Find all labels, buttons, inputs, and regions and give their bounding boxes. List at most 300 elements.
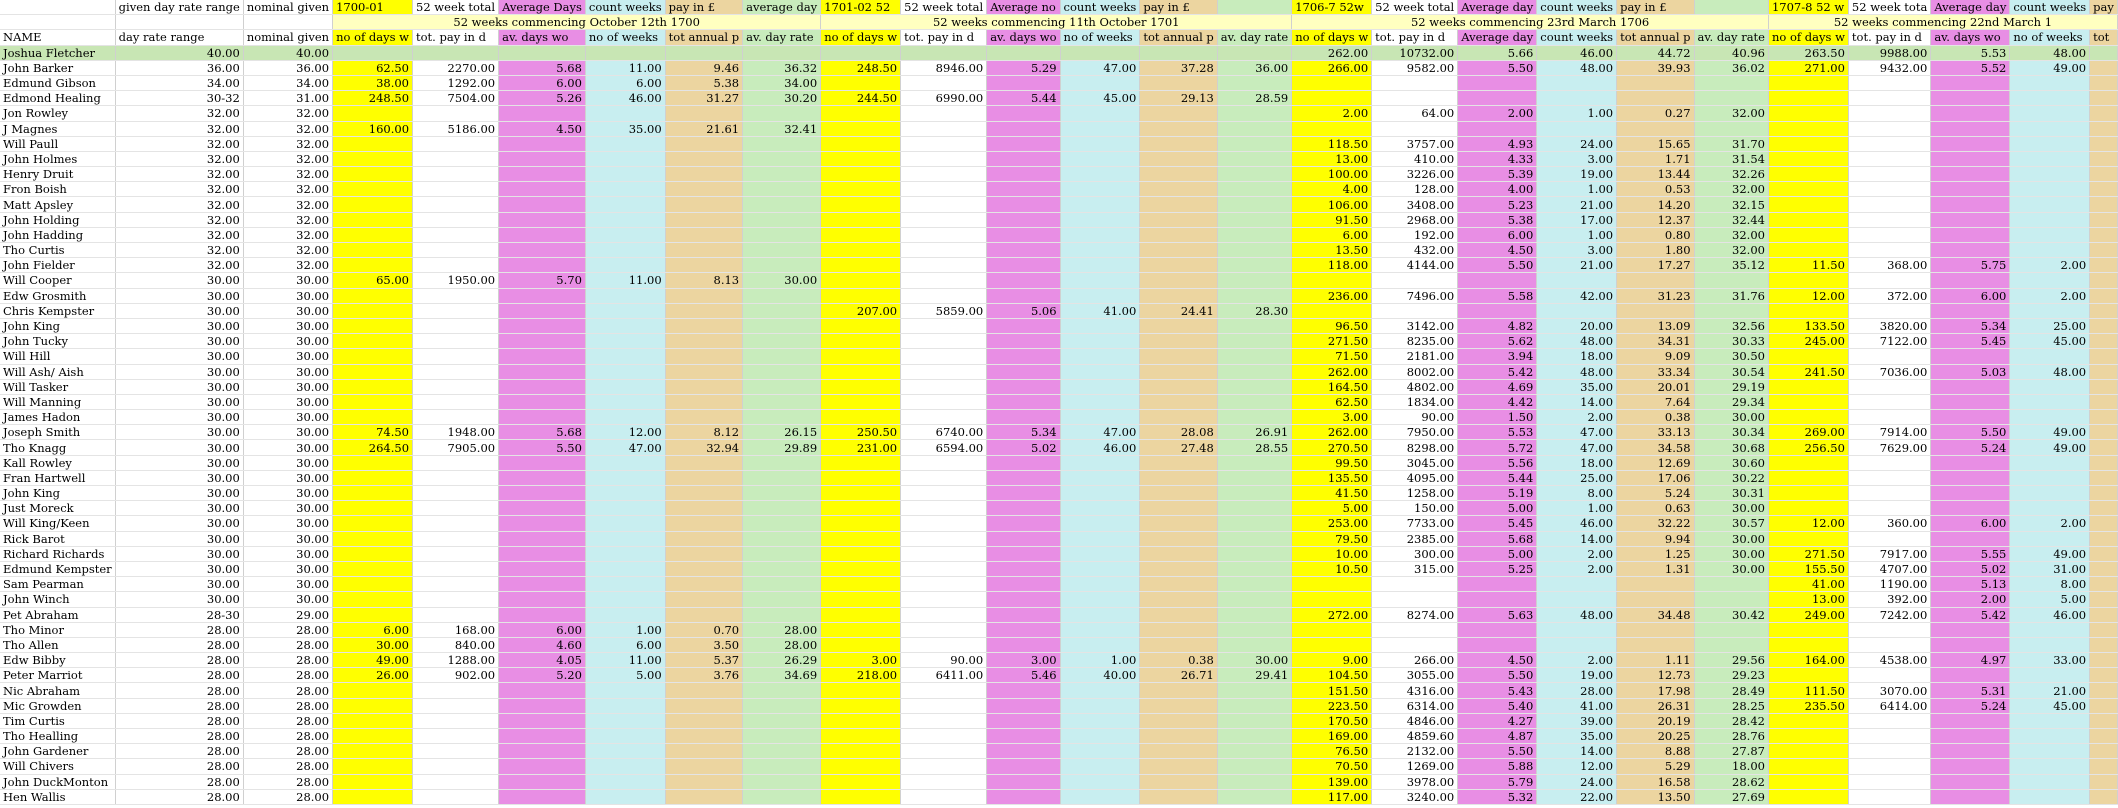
value-cell[interactable]: 24.41 — [1140, 303, 1217, 318]
value-cell[interactable] — [821, 683, 901, 698]
value-cell[interactable] — [2090, 668, 2118, 683]
value-cell[interactable] — [1372, 91, 1458, 106]
value-cell[interactable]: 30.00 — [115, 318, 243, 333]
value-cell[interactable] — [821, 622, 901, 637]
value-cell[interactable]: 135.50 — [1292, 470, 1372, 485]
value-cell[interactable]: 14.00 — [1537, 394, 1617, 409]
value-cell[interactable]: 5.53 — [1458, 425, 1537, 440]
value-cell[interactable] — [821, 45, 901, 60]
value-cell[interactable]: 30.00 — [243, 303, 332, 318]
value-cell[interactable] — [987, 212, 1060, 227]
name-cell[interactable]: J Magnes — [0, 121, 115, 136]
name-cell[interactable]: Henry Druit — [0, 167, 115, 182]
value-cell[interactable] — [665, 561, 742, 576]
value-cell[interactable]: 33.13 — [1617, 425, 1694, 440]
value-cell[interactable] — [1768, 349, 1848, 364]
value-cell[interactable]: 5.42 — [1458, 364, 1537, 379]
value-cell[interactable]: 5.68 — [499, 60, 586, 75]
value-cell[interactable] — [333, 501, 413, 516]
value-cell[interactable]: 271.00 — [1768, 60, 1848, 75]
value-cell[interactable]: 5.66 — [1458, 45, 1537, 60]
value-cell[interactable] — [1848, 136, 1930, 151]
value-cell[interactable]: 7.64 — [1617, 394, 1694, 409]
value-cell[interactable] — [585, 318, 665, 333]
value-cell[interactable]: 30.00 — [243, 531, 332, 546]
value-cell[interactable]: 410.00 — [1372, 151, 1458, 166]
value-cell[interactable] — [1768, 227, 1848, 242]
value-cell[interactable]: 7242.00 — [1848, 607, 1930, 622]
value-cell[interactable] — [1217, 789, 1291, 804]
value-cell[interactable] — [1537, 622, 1617, 637]
value-cell[interactable]: 155.50 — [1768, 561, 1848, 576]
value-cell[interactable]: 1.00 — [1537, 227, 1617, 242]
value-cell[interactable]: 32.00 — [1694, 243, 1768, 258]
value-cell[interactable] — [1060, 75, 1140, 90]
value-cell[interactable] — [2090, 637, 2118, 652]
value-cell[interactable] — [1217, 212, 1291, 227]
value-cell[interactable] — [1217, 744, 1291, 759]
value-cell[interactable]: 47.00 — [1060, 60, 1140, 75]
value-cell[interactable] — [1217, 227, 1291, 242]
value-cell[interactable]: 36.02 — [1694, 60, 1768, 75]
header-cell[interactable]: 1701-02 52 — [821, 0, 901, 15]
value-cell[interactable] — [2090, 516, 2118, 531]
column-header[interactable]: tot annual p — [1617, 30, 1694, 45]
value-cell[interactable]: 13.50 — [1292, 243, 1372, 258]
value-cell[interactable]: 30.00 — [115, 486, 243, 501]
value-cell[interactable] — [585, 136, 665, 151]
name-cell[interactable]: Tho Healling — [0, 729, 115, 744]
value-cell[interactable]: 11.00 — [585, 273, 665, 288]
value-cell[interactable] — [1458, 592, 1537, 607]
value-cell[interactable] — [499, 318, 586, 333]
value-cell[interactable]: 8274.00 — [1372, 607, 1458, 622]
value-cell[interactable] — [987, 258, 1060, 273]
value-cell[interactable]: 32.44 — [1694, 212, 1768, 227]
value-cell[interactable]: 36.00 — [1217, 60, 1291, 75]
value-cell[interactable] — [2090, 789, 2118, 804]
value-cell[interactable]: 3.00 — [1537, 243, 1617, 258]
value-cell[interactable]: 41.00 — [1768, 577, 1848, 592]
value-cell[interactable]: 64.00 — [1372, 106, 1458, 121]
value-cell[interactable] — [585, 197, 665, 212]
header-cell[interactable]: count weeks — [1537, 0, 1617, 15]
value-cell[interactable] — [743, 546, 821, 561]
value-cell[interactable] — [585, 167, 665, 182]
value-cell[interactable] — [665, 592, 742, 607]
value-cell[interactable]: 30.31 — [1694, 486, 1768, 501]
value-cell[interactable]: 8946.00 — [901, 60, 987, 75]
value-cell[interactable] — [585, 379, 665, 394]
value-cell[interactable] — [2010, 106, 2090, 121]
value-cell[interactable] — [1768, 531, 1848, 546]
value-cell[interactable]: 4.42 — [1458, 394, 1537, 409]
value-cell[interactable] — [901, 227, 987, 242]
value-cell[interactable] — [1217, 577, 1291, 592]
value-cell[interactable] — [987, 789, 1060, 804]
name-cell[interactable]: Kall Rowley — [0, 455, 115, 470]
value-cell[interactable]: 30.00 — [115, 303, 243, 318]
value-cell[interactable]: 30.22 — [1694, 470, 1768, 485]
value-cell[interactable] — [1140, 197, 1217, 212]
value-cell[interactable]: 32.00 — [243, 106, 332, 121]
value-cell[interactable]: 1.71 — [1617, 151, 1694, 166]
value-cell[interactable] — [1140, 729, 1217, 744]
value-cell[interactable] — [1848, 243, 1930, 258]
value-cell[interactable]: 36.00 — [243, 60, 332, 75]
value-cell[interactable] — [413, 288, 499, 303]
value-cell[interactable] — [1217, 334, 1291, 349]
column-header[interactable]: tot. pay in d — [1372, 30, 1458, 45]
name-cell[interactable]: Jon Rowley — [0, 106, 115, 121]
value-cell[interactable] — [2090, 151, 2118, 166]
value-cell[interactable] — [2090, 546, 2118, 561]
value-cell[interactable] — [1060, 698, 1140, 713]
value-cell[interactable]: 30.33 — [1694, 334, 1768, 349]
value-cell[interactable] — [743, 318, 821, 333]
value-cell[interactable] — [665, 258, 742, 273]
value-cell[interactable] — [1060, 577, 1140, 592]
value-cell[interactable] — [987, 501, 1060, 516]
value-cell[interactable]: 30.00 — [115, 440, 243, 455]
value-cell[interactable]: 2385.00 — [1372, 531, 1458, 546]
value-cell[interactable] — [1060, 258, 1140, 273]
value-cell[interactable] — [1060, 121, 1140, 136]
value-cell[interactable] — [499, 470, 586, 485]
column-header[interactable]: av. days wo — [499, 30, 586, 45]
value-cell[interactable] — [2010, 729, 2090, 744]
value-cell[interactable]: 32.00 — [243, 212, 332, 227]
value-cell[interactable] — [1140, 683, 1217, 698]
value-cell[interactable] — [499, 106, 586, 121]
column-header[interactable]: nominal given — [243, 30, 332, 45]
value-cell[interactable]: 6314.00 — [1372, 698, 1458, 713]
value-cell[interactable]: 150.00 — [1372, 501, 1458, 516]
value-cell[interactable] — [1060, 45, 1140, 60]
header-cell[interactable]: Average day — [1458, 0, 1537, 15]
value-cell[interactable]: 12.00 — [1768, 288, 1848, 303]
value-cell[interactable] — [2090, 653, 2118, 668]
value-cell[interactable] — [1217, 546, 1291, 561]
value-cell[interactable]: 0.70 — [665, 622, 742, 637]
value-cell[interactable] — [585, 455, 665, 470]
value-cell[interactable] — [499, 577, 586, 592]
value-cell[interactable] — [743, 364, 821, 379]
value-cell[interactable]: 30.00 — [115, 561, 243, 576]
value-cell[interactable] — [821, 197, 901, 212]
value-cell[interactable]: 3.00 — [1537, 151, 1617, 166]
value-cell[interactable] — [1217, 258, 1291, 273]
value-cell[interactable]: 30.20 — [743, 91, 821, 106]
value-cell[interactable]: 5.42 — [1931, 607, 2010, 622]
value-cell[interactable] — [665, 501, 742, 516]
value-cell[interactable]: 30.60 — [1694, 455, 1768, 470]
value-cell[interactable]: 5.00 — [1292, 501, 1372, 516]
value-cell[interactable]: 262.00 — [1292, 45, 1372, 60]
value-cell[interactable] — [413, 546, 499, 561]
header-cell[interactable]: nominal given — [243, 0, 332, 15]
value-cell[interactable] — [585, 789, 665, 804]
value-cell[interactable] — [1848, 151, 1930, 166]
value-cell[interactable]: 33.00 — [2010, 653, 2090, 668]
value-cell[interactable] — [1768, 486, 1848, 501]
name-cell[interactable]: James Hadon — [0, 410, 115, 425]
value-cell[interactable] — [2090, 303, 2118, 318]
name-cell[interactable]: Nic Abraham — [0, 683, 115, 698]
value-cell[interactable] — [1060, 136, 1140, 151]
value-cell[interactable] — [499, 288, 586, 303]
value-cell[interactable] — [2010, 470, 2090, 485]
value-cell[interactable]: 32.00 — [115, 167, 243, 182]
value-cell[interactable] — [665, 106, 742, 121]
value-cell[interactable]: 8235.00 — [1372, 334, 1458, 349]
value-cell[interactable] — [333, 789, 413, 804]
value-cell[interactable]: 5.46 — [987, 668, 1060, 683]
value-cell[interactable] — [1537, 592, 1617, 607]
value-cell[interactable]: 28.59 — [1217, 91, 1291, 106]
value-cell[interactable] — [2010, 668, 2090, 683]
value-cell[interactable] — [585, 546, 665, 561]
value-cell[interactable] — [413, 470, 499, 485]
value-cell[interactable] — [1931, 379, 2010, 394]
value-cell[interactable]: 28.00 — [243, 713, 332, 728]
value-cell[interactable]: 9.00 — [1292, 653, 1372, 668]
value-cell[interactable] — [2090, 607, 2118, 622]
value-cell[interactable]: 28.00 — [115, 789, 243, 804]
value-cell[interactable]: 111.50 — [1768, 683, 1848, 698]
value-cell[interactable] — [987, 45, 1060, 60]
value-cell[interactable] — [1060, 531, 1140, 546]
value-cell[interactable] — [1848, 273, 1930, 288]
value-cell[interactable]: 47.00 — [1537, 440, 1617, 455]
value-cell[interactable]: 6414.00 — [1848, 698, 1930, 713]
value-cell[interactable]: 62.50 — [1292, 394, 1372, 409]
value-cell[interactable] — [987, 592, 1060, 607]
value-cell[interactable]: 0.80 — [1617, 227, 1694, 242]
value-cell[interactable]: 5.06 — [987, 303, 1060, 318]
value-cell[interactable] — [987, 121, 1060, 136]
value-cell[interactable]: 46.00 — [2010, 607, 2090, 622]
value-cell[interactable] — [1372, 622, 1458, 637]
value-cell[interactable] — [1217, 470, 1291, 485]
value-cell[interactable]: 4.87 — [1458, 729, 1537, 744]
value-cell[interactable]: 35.12 — [1694, 258, 1768, 273]
name-cell[interactable]: Will Manning — [0, 394, 115, 409]
value-cell[interactable]: 12.69 — [1617, 455, 1694, 470]
value-cell[interactable] — [1931, 106, 2010, 121]
value-cell[interactable]: 35.00 — [585, 121, 665, 136]
value-cell[interactable] — [1140, 592, 1217, 607]
name-cell[interactable]: Will Chivers — [0, 759, 115, 774]
value-cell[interactable] — [665, 334, 742, 349]
value-cell[interactable]: 5859.00 — [901, 303, 987, 318]
value-cell[interactable] — [821, 744, 901, 759]
value-cell[interactable] — [1140, 501, 1217, 516]
value-cell[interactable] — [1060, 501, 1140, 516]
name-cell[interactable]: Fron Boish — [0, 182, 115, 197]
name-cell[interactable]: Tho Allen — [0, 637, 115, 652]
value-cell[interactable] — [499, 167, 586, 182]
name-cell[interactable]: John Winch — [0, 592, 115, 607]
column-header[interactable]: no of weeks — [1060, 30, 1140, 45]
value-cell[interactable]: 7733.00 — [1372, 516, 1458, 531]
value-cell[interactable] — [743, 744, 821, 759]
column-header[interactable]: NAME — [0, 30, 115, 45]
value-cell[interactable] — [499, 561, 586, 576]
value-cell[interactable]: 12.00 — [1537, 759, 1617, 774]
value-cell[interactable]: 30.00 — [243, 501, 332, 516]
value-cell[interactable]: 76.50 — [1292, 744, 1372, 759]
value-cell[interactable]: 28.00 — [115, 713, 243, 728]
value-cell[interactable]: 28.00 — [243, 683, 332, 698]
value-cell[interactable] — [987, 622, 1060, 637]
value-cell[interactable] — [901, 273, 987, 288]
value-cell[interactable] — [743, 258, 821, 273]
value-cell[interactable]: 6.00 — [585, 75, 665, 90]
value-cell[interactable] — [499, 774, 586, 789]
value-cell[interactable]: 8298.00 — [1372, 440, 1458, 455]
value-cell[interactable] — [901, 713, 987, 728]
column-header[interactable]: tot. pay in d — [413, 30, 499, 45]
value-cell[interactable] — [1292, 303, 1372, 318]
value-cell[interactable] — [1768, 470, 1848, 485]
value-cell[interactable] — [1537, 91, 1617, 106]
value-cell[interactable] — [333, 729, 413, 744]
value-cell[interactable]: 34.00 — [243, 75, 332, 90]
value-cell[interactable]: 30.50 — [1694, 349, 1768, 364]
value-cell[interactable] — [413, 486, 499, 501]
value-cell[interactable] — [1217, 501, 1291, 516]
value-cell[interactable] — [2010, 273, 2090, 288]
value-cell[interactable]: 28-30 — [115, 607, 243, 622]
value-cell[interactable] — [987, 759, 1060, 774]
value-cell[interactable]: 4707.00 — [1848, 561, 1930, 576]
value-cell[interactable]: 2.00 — [1537, 653, 1617, 668]
value-cell[interactable]: 8.88 — [1617, 744, 1694, 759]
value-cell[interactable] — [1848, 379, 1930, 394]
value-cell[interactable] — [2090, 243, 2118, 258]
header-cell[interactable]: pay in £ — [1617, 0, 1694, 15]
value-cell[interactable] — [333, 774, 413, 789]
value-cell[interactable] — [499, 698, 586, 713]
name-cell[interactable]: Tho Knagg — [0, 440, 115, 455]
value-cell[interactable] — [585, 303, 665, 318]
value-cell[interactable] — [901, 349, 987, 364]
name-cell[interactable]: Edw Grosmith — [0, 288, 115, 303]
value-cell[interactable] — [1848, 75, 1930, 90]
value-cell[interactable] — [901, 318, 987, 333]
name-cell[interactable]: John Tucky — [0, 334, 115, 349]
value-cell[interactable]: 21.00 — [1537, 197, 1617, 212]
value-cell[interactable] — [499, 410, 586, 425]
value-cell[interactable]: 5.29 — [1617, 759, 1694, 774]
value-cell[interactable] — [901, 637, 987, 652]
value-cell[interactable] — [333, 410, 413, 425]
value-cell[interactable] — [1140, 45, 1217, 60]
value-cell[interactable] — [901, 258, 987, 273]
column-header[interactable]: tot. pay in d — [1848, 30, 1930, 45]
value-cell[interactable] — [499, 212, 586, 227]
value-cell[interactable]: 30.00 — [115, 546, 243, 561]
value-cell[interactable] — [901, 243, 987, 258]
column-header[interactable]: no of days w — [333, 30, 413, 45]
value-cell[interactable]: 5.68 — [1458, 531, 1537, 546]
value-cell[interactable] — [1140, 243, 1217, 258]
value-cell[interactable]: 5.56 — [1458, 455, 1537, 470]
value-cell[interactable] — [1140, 318, 1217, 333]
value-cell[interactable]: 17.27 — [1617, 258, 1694, 273]
value-cell[interactable] — [333, 455, 413, 470]
value-cell[interactable] — [1848, 197, 1930, 212]
value-cell[interactable]: 26.15 — [743, 425, 821, 440]
value-cell[interactable] — [1217, 531, 1291, 546]
value-cell[interactable] — [665, 789, 742, 804]
value-cell[interactable] — [585, 182, 665, 197]
value-cell[interactable] — [901, 455, 987, 470]
value-cell[interactable] — [665, 227, 742, 242]
value-cell[interactable]: 2181.00 — [1372, 349, 1458, 364]
value-cell[interactable] — [1372, 121, 1458, 136]
value-cell[interactable]: 6.00 — [499, 622, 586, 637]
header-cell[interactable]: count weeks — [2010, 0, 2090, 15]
value-cell[interactable] — [2090, 364, 2118, 379]
value-cell[interactable] — [901, 197, 987, 212]
value-cell[interactable] — [2010, 622, 2090, 637]
value-cell[interactable]: 49.00 — [2010, 546, 2090, 561]
value-cell[interactable] — [333, 486, 413, 501]
value-cell[interactable] — [1617, 577, 1694, 592]
value-cell[interactable]: 3757.00 — [1372, 136, 1458, 151]
value-cell[interactable] — [1060, 318, 1140, 333]
value-cell[interactable]: 1.31 — [1617, 561, 1694, 576]
value-cell[interactable] — [499, 379, 586, 394]
value-cell[interactable] — [1060, 470, 1140, 485]
value-cell[interactable] — [1217, 167, 1291, 182]
value-cell[interactable]: 18.00 — [1694, 759, 1768, 774]
value-cell[interactable]: 30-32 — [115, 91, 243, 106]
value-cell[interactable] — [1060, 349, 1140, 364]
value-cell[interactable] — [743, 227, 821, 242]
value-cell[interactable]: 29.23 — [1694, 668, 1768, 683]
value-cell[interactable]: 32.41 — [743, 121, 821, 136]
value-cell[interactable] — [1694, 303, 1768, 318]
value-cell[interactable]: 1258.00 — [1372, 486, 1458, 501]
value-cell[interactable]: 12.73 — [1617, 668, 1694, 683]
value-cell[interactable] — [665, 212, 742, 227]
value-cell[interactable] — [743, 151, 821, 166]
value-cell[interactable]: 118.50 — [1292, 136, 1372, 151]
value-cell[interactable] — [821, 561, 901, 576]
value-cell[interactable] — [1768, 75, 1848, 90]
value-cell[interactable]: 6.00 — [499, 75, 586, 90]
value-cell[interactable] — [1458, 637, 1537, 652]
value-cell[interactable]: 47.00 — [585, 440, 665, 455]
value-cell[interactable] — [901, 774, 987, 789]
value-cell[interactable]: 4.33 — [1458, 151, 1537, 166]
value-cell[interactable]: 15.65 — [1617, 136, 1694, 151]
value-cell[interactable]: 37.28 — [1140, 60, 1217, 75]
value-cell[interactable] — [1931, 637, 2010, 652]
value-cell[interactable]: 30.00 — [1217, 653, 1291, 668]
value-cell[interactable] — [413, 318, 499, 333]
value-cell[interactable] — [901, 379, 987, 394]
value-cell[interactable] — [743, 182, 821, 197]
value-cell[interactable] — [2090, 212, 2118, 227]
value-cell[interactable] — [743, 789, 821, 804]
value-cell[interactable] — [2010, 212, 2090, 227]
value-cell[interactable] — [413, 182, 499, 197]
value-cell[interactable] — [333, 744, 413, 759]
